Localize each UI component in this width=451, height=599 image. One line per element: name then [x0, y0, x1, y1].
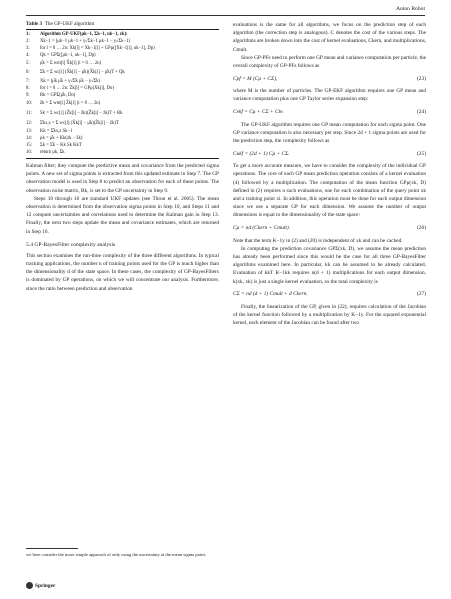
algorithm-line [26, 31, 219, 38]
line-text: Σk = Σ̂k − Kk Sk KkT [40, 143, 82, 149]
line-number: 14: [26, 136, 32, 142]
line-number: 1: [26, 31, 30, 37]
line-number: 6: [26, 70, 30, 76]
algorithm-line [26, 119, 219, 129]
line-number: 10: [26, 101, 32, 107]
equation-24: Cekf = Cμ + CΣ + Cte. (24) [233, 109, 426, 116]
line-number: 9: [26, 93, 30, 99]
line-text: Kk = Σ̂kx,z Sk−1 [40, 129, 73, 135]
line-text: X̂k−1 = (μk−1 μk−1 + γ√Σk−1 μk−1 − γ√Σk−1) [40, 38, 131, 44]
line-number: 3: [26, 45, 30, 51]
footnote: we here consider the more simple approach of only using the uncertainty at the mean sigma point. [26, 552, 206, 557]
line-text: μ̂k = Σ wm[i] X̂k[i] (i = 0 … 2n) [40, 60, 102, 66]
paragraph: The GP-UKF algorithm requires one GP mean computation for each sigma point. One GP variance computation is also necessary per step. Since 2d + 1 sigma points are used for the prediction step, the complexity follows as [233, 121, 426, 145]
algorithm-line [26, 99, 219, 109]
algorithm-line [26, 135, 219, 142]
paragraph: In computing the prediction covariance GPΣ(xk, D), we assume the mean prediction has already been performed since this would be the case for all three GP-BayesFilter algorithms examined here. In particular, kk can be assumed to be already calculated. Evaluation of kkT K−1kk requires n(d + 1) multiplications for each output dimension. k(xk, xk) is just a single kernel evaluation, so the total complexity is [233, 245, 426, 285]
algorithm-line [26, 142, 219, 149]
line-number: 13: [26, 129, 32, 135]
algorithm-line [26, 68, 219, 78]
paragraph: This section examines the run-time complexity of the three different algorithms. In typical tracking applications, the number n of training points used for the GP is much higher than the dimensionality d of the state space. In these cases, the complexity of GP-BayesFilters is dominated by GP operations, on which we will concentrate our analysis. Furthermore, since the ratio between prediction and observation [26, 252, 219, 292]
line-number: 16: [26, 150, 32, 156]
footnote-rule [26, 548, 78, 549]
line-number: 15: [26, 143, 32, 149]
algorithm-line [26, 92, 219, 99]
right-column [233, 21, 426, 327]
line-text: for i = 0 … 2n: X̂k[i] = X̂k−1[i] + GPμ([X̂k−1[i], uk−1], Dp) [40, 45, 155, 51]
line-number: 4: [26, 52, 30, 58]
algorithm-caption: Table 3 The GP-UKF algorithm [26, 21, 95, 27]
line-text: Qk = GPΣ([μk−1, uk−1], Dp) [40, 52, 96, 58]
algorithm-line [26, 128, 219, 135]
algorithm-line [26, 38, 219, 45]
equation-27: CΣ = nd (d + 1) Cmult + d Ckern. (27) [233, 291, 426, 298]
algorithm-line [26, 85, 219, 92]
left-column [26, 21, 219, 293]
line-text: X̄k = (μ̂k μ̂k + γ√Σ̂k μ̂k − γ√Σ̂k) [40, 79, 101, 85]
paragraph: Steps 10 through 16 are standard UKF updates (see Thrun et al. 2005). The mean observation is determined from the observation sigma points in Step 10, and Steps 11 and 12 compute uncertainties and correlations used to determine the Kalman gain in Step 13. Finally, the next two steps update the mean and covariance estimates, which are returned in Step 16. [26, 195, 219, 235]
header-rule [26, 15, 425, 16]
line-text: return μk, Σk [40, 150, 65, 156]
line-text: Rk = GPΣ(μ̂k, Do) [40, 93, 76, 99]
line-number: 11: [26, 110, 32, 116]
algorithm-line [26, 109, 219, 119]
algorithm-line [26, 52, 219, 59]
line-number: 7: [26, 79, 30, 85]
line-number: 12: [26, 120, 32, 126]
algorithm-line [26, 59, 219, 69]
paragraph: Kalman filter; they compute the predictive mean and covariance from the predicted sigma points. A new set of sigma points is extracted from this updated estimate in Step 7. The GP observation model is used in Step 8 to predict an observation for each of these points. The observation noise matrix, Rk, is set to the GP uncertainty in Step 9. [26, 163, 219, 194]
line-text: Σ̂k = Σ wc[i] (X̂k[i] − μ̂k)(X̂k[i] − μ̂k)T + Qk [40, 70, 125, 76]
algorithm-line [26, 45, 219, 52]
line-text: μk = μ̂k + Kk(zk − ẑk) [40, 136, 83, 142]
publisher-logo: Springer [26, 582, 55, 589]
algorithm-line [26, 78, 219, 85]
paragraph: To get a more accurate measure, we have to consider the complexity of the individual GP operations. The core of each GP mean prediction operation consists of a kernel evaluation (4) followed by a multiplication. The computation of the mean function GPμ(xk, D) defined in (2) requires n such evaluations, one for each combination of the query point xk and a training point xi. In addition, this operation must be done for each output dimension since we use a separate GP for each dimension. We assume the number of output dimensions is equal to the dimensionality of the state space: [233, 163, 426, 219]
paragraph: Note that the term K−1y in (2) and (20) is independent of xk and can be cached. [233, 237, 403, 244]
paragraph: Finally, the linearization of the GP, given in (22), requires calculation of the Jacobian of the kernel function followed by a multiplication by K−1y. For the squared exponential kernel, each element of the Jacobian can be found after two [233, 303, 426, 327]
line-number: 5: [26, 60, 30, 66]
line-number: 8: [26, 86, 30, 92]
algorithm-bottom-rule [26, 158, 219, 159]
journal-header: Auton Robot [395, 6, 425, 12]
line-text: Σ̂kx,z = Σ wc[i] (X̄k[i] − μ̂k)(Ẑk[i] − ẑk)T [40, 120, 119, 126]
line-text: ẑk = Σ wm[i] Ẑk[i] (i = 0 … 2n) [40, 101, 101, 107]
algorithm-line [26, 149, 219, 156]
equation-25: Cukf = (2d + 1) Cμ + CΣ. (25) [233, 150, 426, 157]
equation-26: Cμ = nd (Ckern + Cmult). (26) [233, 225, 426, 232]
section-heading: 5.4 GP-BayesFilter complexity analysis [26, 241, 116, 248]
line-text: for i = 0 … 2n: Ẑk[i] = GPμ(X̄k[i], Do) [40, 86, 114, 92]
algorithm-lines [26, 31, 219, 157]
line-text: Sk = Σ wc[i] (Ẑk[i] − ẑk)(Ẑk[i] − ẑk)T + Rk [40, 110, 123, 116]
springer-horse-icon [26, 582, 33, 589]
paragraph: evaluations is the same for all algorithms, we focus on the prediction step of each algorithm (the correction step is analogous). C denotes the cost of the various steps. The algorithms are broken down into the cost of kernel evaluations, Ckern, and multiplications, Cmult. [233, 22, 426, 53]
paragraph: Since GP-PFs need to perform one GP mean and variance computation per particle, the overall complexity of GP-PFs follows as [233, 54, 426, 70]
line-text: Algorithm GP-UKF(μk−1, Σk−1, uk−1, zk): [40, 31, 128, 37]
line-number: 2: [26, 38, 30, 44]
paragraph: where M is the number of particles. The GP-EKF algorithm requires one GP mean and variance computation plus one GP Taylor series expansion step: [233, 88, 426, 103]
algorithm-top-rule [26, 29, 219, 30]
equation-23: Cpf = M (Cμ + CΣ), (23) [233, 75, 426, 82]
